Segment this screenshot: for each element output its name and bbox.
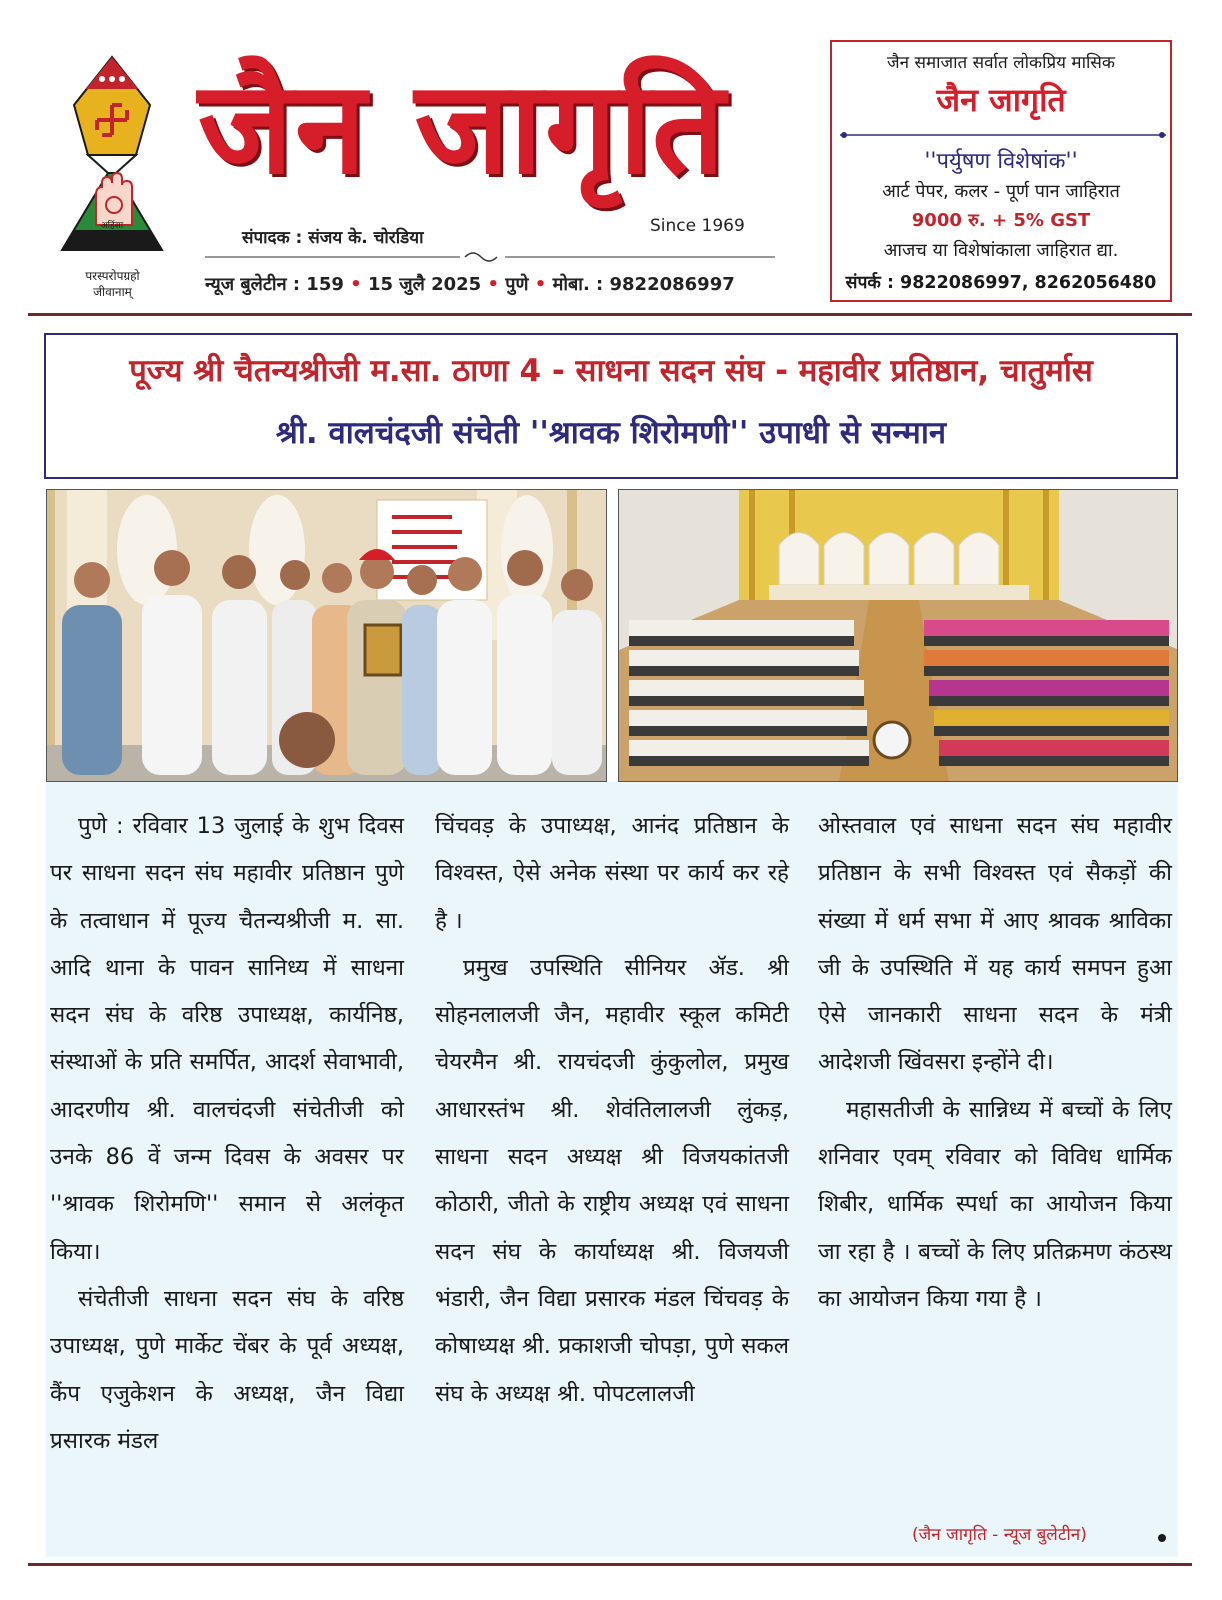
advertisement-box <box>830 40 1172 302</box>
motto-line-2: जीवानाम् <box>93 285 132 299</box>
assembly-hall-photo <box>618 489 1178 782</box>
publication-title: जैन जागृति <box>198 53 727 203</box>
article-column-1 <box>50 803 404 1465</box>
ad-tagline: जैन समाजात सर्वात लोकप्रिय मासिक <box>887 53 1115 73</box>
since-year: Since 1969 <box>650 216 745 236</box>
headline-line-1: पूज्य श्री चैतन्यश्रीजी म.सा. ठाणा 4 - साधना सदन संघ - महावीर प्रतिष्ठान, चातुर्मास <box>129 353 1093 389</box>
motto <box>60 268 165 300</box>
jain-emblem-icon <box>60 55 165 265</box>
editor-line: संपादक : संजय के. चोरडिया <box>242 228 424 248</box>
article-paragraph: ओस्तवाल एवं साधना सदन संघ महावीर प्रतिष्ठान के सभी विश्वस्त एवं सैकड़ों की संख्या में धर्म सभा में आए श्रावक श्राविका जी के उपस्थिति में यह कार्य समपन हुआ ऐसे जानकारी साधना सदन के मंत्री आदेशजी खिंवसरा इन्होंने दी। <box>818 813 1172 1076</box>
ornament-divider-icon <box>205 250 775 264</box>
bulletin-city: पुणे <box>505 274 529 295</box>
article-paragraph: चिंचवड़ के उपाध्यक्ष, आनंद प्रतिष्ठान के विश्वस्त, ऐसे अनेक संस्था पर कार्य कर रहे है । <box>435 813 789 934</box>
motto-line-1: परस्परोपग्रहो <box>85 269 140 283</box>
ornament-divider-icon <box>840 129 1166 141</box>
article-paragraph: संचेतीजी साधना सदन संघ के वरिष्ठ उपाध्यक्ष, पुणे मार्केट चेंबर के पूर्व अध्यक्ष, कैंप एजुकेशन के अध्यक्ष, जैन विद्या प्रसारक मंडल <box>50 1285 404 1454</box>
hand-icon <box>96 173 132 225</box>
footer-divider <box>28 1563 1192 1566</box>
svg-text:अहिंसा: अहिंसा <box>100 221 124 231</box>
header-divider <box>28 313 1192 316</box>
felicitation-photo <box>46 489 607 782</box>
article-paragraph: पुणे : रविवार 13 जुलाई के शुभ दिवस पर साधना सदन संघ महावीर प्रतिष्ठान पुणे के तत्वाधान में पूज्य चैतन्यश्रीजी म. सा. आदि थाना के पावन सानिध्य में साधना सदन संघ के वरिष्ठ उपाध्यक्ष, कार्यनिष्ठ, संस्थाओं के प्रति समर्पित, आदर्श सेवाभावी, आदरणीय श्री. वालचंदजी संचेतीजी को उनके 86 वें जन्म दिवस के अवसर पर ''श्रावक शिरोमणि'' समान से अलंकृत किया। <box>50 813 404 1265</box>
end-mark <box>1158 1534 1166 1542</box>
article-column-2 <box>435 803 789 1418</box>
article-paragraph: महासतीजी के सान्निध्य में बच्चों के लिए शनिवार एवम् रविवार को विविध धार्मिक शिबीर, धार्मिक स्पर्धा का आयोजन किया जा रहा है । बच्चों के लिए प्रतिक्रमण कंठस्थ का आयोजन किया गया है । <box>818 1096 1172 1312</box>
headline-line-2: श्री. वालचंदजी संचेती ''श्रावक शिरोमणी'' उपाधी से सन्मान <box>275 415 947 451</box>
bulletin-number: न्यूज बुलेटीन : 159 <box>205 274 344 295</box>
ad-title: जैन जागृति <box>936 81 1066 119</box>
bulletin-date: 15 जुलै 2025 <box>367 274 482 295</box>
ad-special-issue: ''पर्युषण विशेषांक'' <box>924 149 1078 174</box>
ad-description: आर्ट पेपर, कलर - पूर्ण पान जाहिरात <box>882 181 1120 202</box>
ad-contact: संपर्क : 9822086997, 8262056480 <box>845 273 1157 293</box>
article-credit: (जैन जागृति - न्यूज बुलेटीन) <box>912 1525 1087 1545</box>
headline-box <box>44 333 1178 479</box>
article-column-3 <box>818 803 1172 1323</box>
ad-call-to-action: आजच या विशेषांकाला जाहिरात द्या. <box>883 240 1119 261</box>
ad-price: 9000 रु. + 5% GST <box>911 210 1091 231</box>
bulletin-info: न्यूज बुलेटीन : 159 • 15 जुलै 2025 • पुणे • मोबा. : 9822086997 <box>205 274 735 295</box>
bulletin-mobile: मोबा. : 9822086997 <box>552 274 735 295</box>
article-paragraph: प्रमुख उपस्थिति सीनियर ॲड. श्री सोहनलालजी जैन, महावीर स्कूल कमिटी चेयरमैन श्री. रायचंदजी कुंकुलोल, प्रमुख आधारस्तंभ श्री. शेवंतिलालजी लुंकड़, साधना सदन अध्यक्ष श्री विजयकांतजी कोठारी, जीतो के राष्ट्रीय अध्यक्ष एवं साधना सदन संघ के कार्याध्यक्ष श्री. विजयजी भंडारी, जैन विद्या प्रसारक मंडल चिंचवड़ के कोषाध्यक्ष श्री. प्रकाशजी चोपड़ा, पुणे सकल संघ के अध्यक्ष श्री. पोपटलालजी <box>435 954 789 1407</box>
